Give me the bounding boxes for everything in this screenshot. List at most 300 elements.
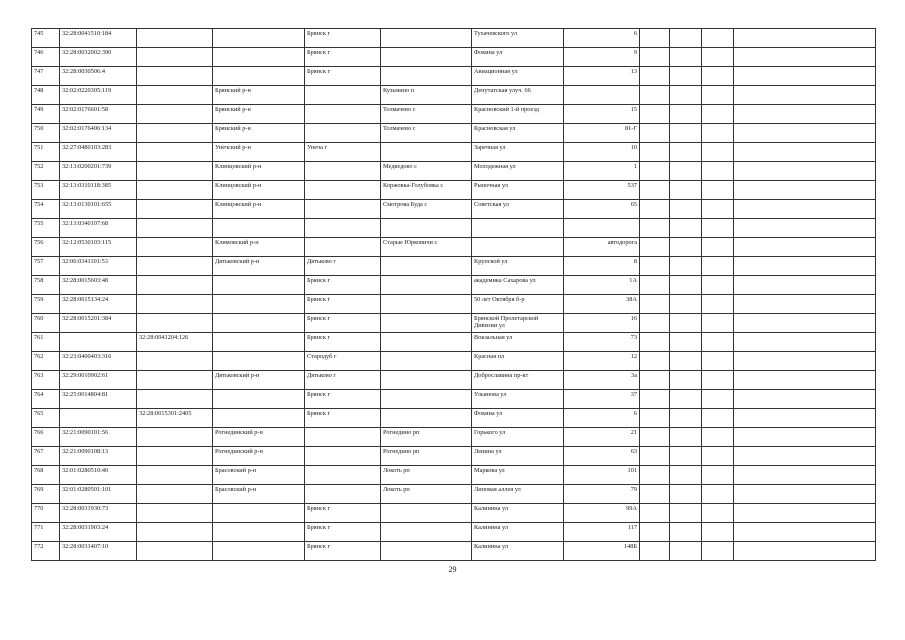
cell-street: Авиационная ул [472, 67, 564, 86]
cell-village [381, 333, 472, 352]
cell-empty [640, 105, 670, 124]
cell-district: Унечский р-н [213, 143, 305, 162]
cell-city [305, 428, 381, 447]
cell-village [381, 409, 472, 428]
cell-cad: 32:02:0220305:119 [60, 86, 137, 105]
cell-cad: 32:02:0176406:134 [60, 124, 137, 143]
cell-empty [670, 29, 702, 48]
table-row [32, 466, 876, 485]
cell-cad2 [137, 314, 213, 333]
cell-empty [640, 485, 670, 504]
cell-empty [640, 67, 670, 86]
cell-cad: 32:28:0030506:4 [60, 67, 137, 86]
cell-district [213, 409, 305, 428]
cell-street: Вокзальная ул [472, 333, 564, 352]
cell-village [381, 48, 472, 67]
cell-cad: 32:06:0341101:53 [60, 257, 137, 276]
cell-empty [702, 333, 734, 352]
cell-cad: 32:23:0400403:316 [60, 352, 137, 371]
cell-empty [734, 257, 876, 276]
cell-city: Брянск г [305, 29, 381, 48]
cell-city: Дятьково г [305, 371, 381, 390]
cell-village: Толмачево с [381, 124, 472, 143]
cell-empty [734, 200, 876, 219]
cell-house: 3а [564, 371, 640, 390]
cell-village: Старые Юрковичи с [381, 238, 472, 257]
cell-empty [702, 29, 734, 48]
cell-street: Рыночная ул [472, 181, 564, 200]
cell-n: 763 [32, 371, 60, 390]
table-row [32, 523, 876, 542]
cell-empty [734, 219, 876, 238]
cell-village [381, 504, 472, 523]
table-row [32, 105, 876, 124]
cell-n: 748 [32, 86, 60, 105]
cell-cad: 32:12:0530103:115 [60, 238, 137, 257]
cell-empty [702, 504, 734, 523]
cell-empty [670, 105, 702, 124]
cell-empty [702, 295, 734, 314]
cell-empty [640, 124, 670, 143]
cell-empty [640, 447, 670, 466]
cell-cad2 [137, 523, 213, 542]
cell-village [381, 390, 472, 409]
cell-city: Стародуб г [305, 352, 381, 371]
cell-n: 761 [32, 333, 60, 352]
cell-cad: 32:28:0032002:390 [60, 48, 137, 67]
cell-empty [734, 352, 876, 371]
cell-street: Депутатская улуч. 66 [472, 86, 564, 105]
cell-city: Брянск г [305, 333, 381, 352]
cell-city [305, 162, 381, 181]
cell-city: Брянск г [305, 67, 381, 86]
cell-city [305, 466, 381, 485]
cell-house: 537 [564, 181, 640, 200]
cell-cad: 32:28:0041510:184 [60, 29, 137, 48]
cell-empty [640, 542, 670, 561]
cell-village [381, 542, 472, 561]
cell-street: Калинина ул [472, 542, 564, 561]
cell-district: Рогнединский р-н [213, 428, 305, 447]
cell-cad2 [137, 181, 213, 200]
cell-city: Дятьково г [305, 257, 381, 276]
cell-street: Горького ул [472, 428, 564, 447]
cell-street: Советская ул [472, 200, 564, 219]
cell-street: Брянской Пролетарской Дивизии ул [472, 314, 564, 333]
cell-cad: 32:02:0176601:58 [60, 105, 137, 124]
cell-street: Ленина ул [472, 447, 564, 466]
cell-n: 759 [32, 295, 60, 314]
cell-n: 771 [32, 523, 60, 542]
cell-cad: 32:29:0010902:61 [60, 371, 137, 390]
cell-empty [670, 200, 702, 219]
cell-cad: 32:13:0340107:68 [60, 219, 137, 238]
cell-city: Брянск г [305, 390, 381, 409]
cell-house: 15 [564, 105, 640, 124]
cell-cad2 [137, 257, 213, 276]
cell-empty [670, 276, 702, 295]
cell-empty [734, 542, 876, 561]
cell-empty [734, 124, 876, 143]
cell-empty [670, 371, 702, 390]
cell-cad [60, 409, 137, 428]
cell-village [381, 295, 472, 314]
cell-city: Брянск г [305, 314, 381, 333]
cell-empty [702, 523, 734, 542]
cell-cad2 [137, 352, 213, 371]
cell-cad: 32:28:0031903:24 [60, 523, 137, 542]
cell-empty [734, 466, 876, 485]
cell-district [213, 504, 305, 523]
cell-street: Заречная ул [472, 143, 564, 162]
cell-cad: 32:13:0200201:739 [60, 162, 137, 181]
cell-empty [702, 371, 734, 390]
cell-cad2: 32:28:0015301:2405 [137, 409, 213, 428]
cell-empty [670, 48, 702, 67]
cell-empty [702, 86, 734, 105]
cell-cad: 32:01:0280501:101 [60, 485, 137, 504]
cell-empty [640, 200, 670, 219]
cell-city: Брянск г [305, 276, 381, 295]
cell-cad: 32:01:0280510:40 [60, 466, 137, 485]
cell-empty [640, 409, 670, 428]
cell-n: 747 [32, 67, 60, 86]
cell-n: 757 [32, 257, 60, 276]
cell-empty [640, 257, 670, 276]
cell-cad2 [137, 86, 213, 105]
cell-house: 79 [564, 485, 640, 504]
cell-cad2 [137, 276, 213, 295]
registry-rows [32, 29, 876, 561]
cell-empty [640, 276, 670, 295]
cell-district [213, 523, 305, 542]
cell-empty [734, 371, 876, 390]
cell-street: Калинина ул [472, 504, 564, 523]
cell-empty [670, 447, 702, 466]
cell-empty [702, 257, 734, 276]
cell-house: 65 [564, 200, 640, 219]
cell-street: Липовая аллея ул [472, 485, 564, 504]
cell-n: 770 [32, 504, 60, 523]
cell-empty [734, 143, 876, 162]
cell-village: Кузьмино п [381, 86, 472, 105]
cell-district [213, 67, 305, 86]
cell-house: 13 [564, 67, 640, 86]
cell-village [381, 29, 472, 48]
cell-village [381, 352, 472, 371]
cell-empty [670, 238, 702, 257]
cell-city: Брянск г [305, 295, 381, 314]
table-row [32, 143, 876, 162]
cell-empty [670, 333, 702, 352]
cell-empty [702, 409, 734, 428]
cell-empty [670, 485, 702, 504]
cell-cad2 [137, 105, 213, 124]
cell-house: 81-Г [564, 124, 640, 143]
cell-cad [60, 333, 137, 352]
cell-street: Маркова ул [472, 466, 564, 485]
cell-empty [734, 447, 876, 466]
cell-house: 9 [564, 48, 640, 67]
cell-empty [702, 67, 734, 86]
table-row [32, 409, 876, 428]
table-row [32, 542, 876, 561]
cell-village: Медведово с [381, 162, 472, 181]
cell-n: 762 [32, 352, 60, 371]
cell-empty [670, 257, 702, 276]
cell-city [305, 124, 381, 143]
cell-empty [670, 124, 702, 143]
cell-cad2 [137, 504, 213, 523]
cell-village [381, 314, 472, 333]
cell-empty [670, 181, 702, 200]
cell-district: Клинцовский р-н [213, 200, 305, 219]
cell-empty [734, 86, 876, 105]
cell-empty [640, 333, 670, 352]
cell-cad: 32:13:0130101:655 [60, 200, 137, 219]
cell-cad2 [137, 485, 213, 504]
cell-city [305, 86, 381, 105]
cell-empty [640, 162, 670, 181]
cell-empty [734, 333, 876, 352]
cell-street: Фокина ул [472, 48, 564, 67]
cell-n: 746 [32, 48, 60, 67]
cell-village: Смотрова Буда с [381, 200, 472, 219]
cell-city [305, 485, 381, 504]
cell-empty [640, 466, 670, 485]
cell-city [305, 219, 381, 238]
cell-empty [640, 29, 670, 48]
cell-district [213, 352, 305, 371]
cell-district: Климовский р-н [213, 238, 305, 257]
cell-empty [702, 276, 734, 295]
cell-house: 37 [564, 390, 640, 409]
cell-n: 765 [32, 409, 60, 428]
cell-street: Доброславина пр-кт [472, 371, 564, 390]
table-row [32, 67, 876, 86]
cell-village: Локоть рп [381, 466, 472, 485]
cell-empty [734, 295, 876, 314]
cell-village: Локоть рп [381, 485, 472, 504]
cell-empty [670, 86, 702, 105]
table-row [32, 314, 876, 333]
cell-n: 750 [32, 124, 60, 143]
cell-empty [670, 523, 702, 542]
page-number: 29 [448, 565, 457, 574]
cell-street: академика Сахарова ул [472, 276, 564, 295]
cell-cad2 [137, 219, 213, 238]
cell-empty [640, 352, 670, 371]
cell-empty [670, 162, 702, 181]
cell-city [305, 238, 381, 257]
cell-street: Красная пл [472, 352, 564, 371]
cell-empty [702, 447, 734, 466]
cell-empty [702, 238, 734, 257]
cell-cad2 [137, 143, 213, 162]
cell-district: Брасовский р-н [213, 466, 305, 485]
cell-village [381, 523, 472, 542]
cell-empty [640, 390, 670, 409]
cell-cad: 32:25:0014804:81 [60, 390, 137, 409]
cell-empty [670, 504, 702, 523]
cell-house: 38А [564, 295, 640, 314]
cell-empty [734, 276, 876, 295]
cell-cad: 32:27:0480103:283 [60, 143, 137, 162]
cell-empty [640, 523, 670, 542]
cell-empty [734, 162, 876, 181]
cell-empty [670, 390, 702, 409]
cell-house: 6 [564, 29, 640, 48]
cell-empty [670, 67, 702, 86]
cell-street [472, 219, 564, 238]
cell-empty [640, 371, 670, 390]
cell-city: Брянск г [305, 504, 381, 523]
cell-district: Клинцовский р-н [213, 181, 305, 200]
cell-house: 10 [564, 143, 640, 162]
cell-village: Рогнедино рп [381, 447, 472, 466]
cell-house: 99А [564, 504, 640, 523]
table-row [32, 48, 876, 67]
cell-empty [702, 162, 734, 181]
cell-street [472, 238, 564, 257]
table-row [32, 485, 876, 504]
cell-cad2 [137, 295, 213, 314]
cell-n: 752 [32, 162, 60, 181]
cell-cad2 [137, 124, 213, 143]
table-row [32, 390, 876, 409]
cell-n: 760 [32, 314, 60, 333]
table-row [32, 333, 876, 352]
cell-n: 749 [32, 105, 60, 124]
cell-village [381, 276, 472, 295]
cell-empty [670, 295, 702, 314]
cell-street: Ульянова ул [472, 390, 564, 409]
cell-cad2 [137, 447, 213, 466]
cell-empty [640, 143, 670, 162]
cell-n: 745 [32, 29, 60, 48]
cell-n: 758 [32, 276, 60, 295]
cell-house: 12 [564, 352, 640, 371]
table-row [32, 162, 876, 181]
cell-cad: 32:28:0015134:24 [60, 295, 137, 314]
cell-cad2 [137, 371, 213, 390]
cell-cad2 [137, 29, 213, 48]
cell-empty [734, 428, 876, 447]
cell-empty [734, 29, 876, 48]
cell-empty [734, 523, 876, 542]
cell-empty [702, 352, 734, 371]
cell-house: 1 [564, 162, 640, 181]
cell-street: Тухачевского ул [472, 29, 564, 48]
cell-empty [702, 105, 734, 124]
cell-empty [670, 466, 702, 485]
cell-village: Рогнедино рп [381, 428, 472, 447]
cell-empty [640, 219, 670, 238]
cell-empty [702, 485, 734, 504]
cell-district: Брянский р-н [213, 86, 305, 105]
cell-district: Брасовский р-н [213, 485, 305, 504]
cell-house: 6 [564, 409, 640, 428]
cell-district [213, 48, 305, 67]
cell-house: 16 [564, 314, 640, 333]
cell-empty [702, 181, 734, 200]
cell-district [213, 219, 305, 238]
table-row [32, 352, 876, 371]
cell-city [305, 200, 381, 219]
cell-district: Дятьковский р-н [213, 371, 305, 390]
cell-village [381, 143, 472, 162]
cell-cad: 32:21:0090108:13 [60, 447, 137, 466]
cell-district: Дятьковский р-н [213, 257, 305, 276]
cell-empty [734, 409, 876, 428]
cell-cad2 [137, 67, 213, 86]
cell-house: 148Б [564, 542, 640, 561]
cell-cad2 [137, 542, 213, 561]
cell-empty [670, 428, 702, 447]
cell-house [564, 219, 640, 238]
cell-empty [640, 86, 670, 105]
cell-empty [702, 124, 734, 143]
cell-empty [734, 48, 876, 67]
cell-city: Брянск г [305, 48, 381, 67]
cell-cad2 [137, 48, 213, 67]
cell-house: 1А [564, 276, 640, 295]
cell-empty [734, 238, 876, 257]
cell-village [381, 257, 472, 276]
cell-district [213, 390, 305, 409]
cell-n: 751 [32, 143, 60, 162]
cell-empty [670, 314, 702, 333]
cell-cad: 32:28:0015201:384 [60, 314, 137, 333]
cell-empty [702, 48, 734, 67]
cell-city [305, 447, 381, 466]
cell-cad: 32:21:0090101:56 [60, 428, 137, 447]
cell-empty [702, 219, 734, 238]
registry-table [31, 28, 876, 561]
cell-empty [702, 143, 734, 162]
cell-street: 50 лет Октября б-р [472, 295, 564, 314]
cell-village: Коржовка-Голубовка с [381, 181, 472, 200]
cell-house: 117 [564, 523, 640, 542]
cell-empty [640, 238, 670, 257]
cell-empty [640, 295, 670, 314]
cell-empty [734, 390, 876, 409]
cell-street: Крупской ул [472, 257, 564, 276]
cell-empty [640, 314, 670, 333]
cell-cad2: 32:28:0041204:126 [137, 333, 213, 352]
cell-empty [670, 219, 702, 238]
table-row [32, 86, 876, 105]
cell-street: Красновский 1-й проезд [472, 105, 564, 124]
cell-district [213, 542, 305, 561]
table-row [32, 257, 876, 276]
cell-n: 766 [32, 428, 60, 447]
cell-cad2 [137, 466, 213, 485]
table-row [32, 504, 876, 523]
table-row [32, 428, 876, 447]
cell-house [564, 86, 640, 105]
cell-street: Калинина ул [472, 523, 564, 542]
cell-city [305, 105, 381, 124]
cell-cad2 [137, 162, 213, 181]
cell-cad2 [137, 428, 213, 447]
cell-empty [702, 390, 734, 409]
cell-empty [670, 143, 702, 162]
cell-house: 8 [564, 257, 640, 276]
cell-n: 755 [32, 219, 60, 238]
cell-city: Брянск г [305, 523, 381, 542]
cell-empty [702, 200, 734, 219]
